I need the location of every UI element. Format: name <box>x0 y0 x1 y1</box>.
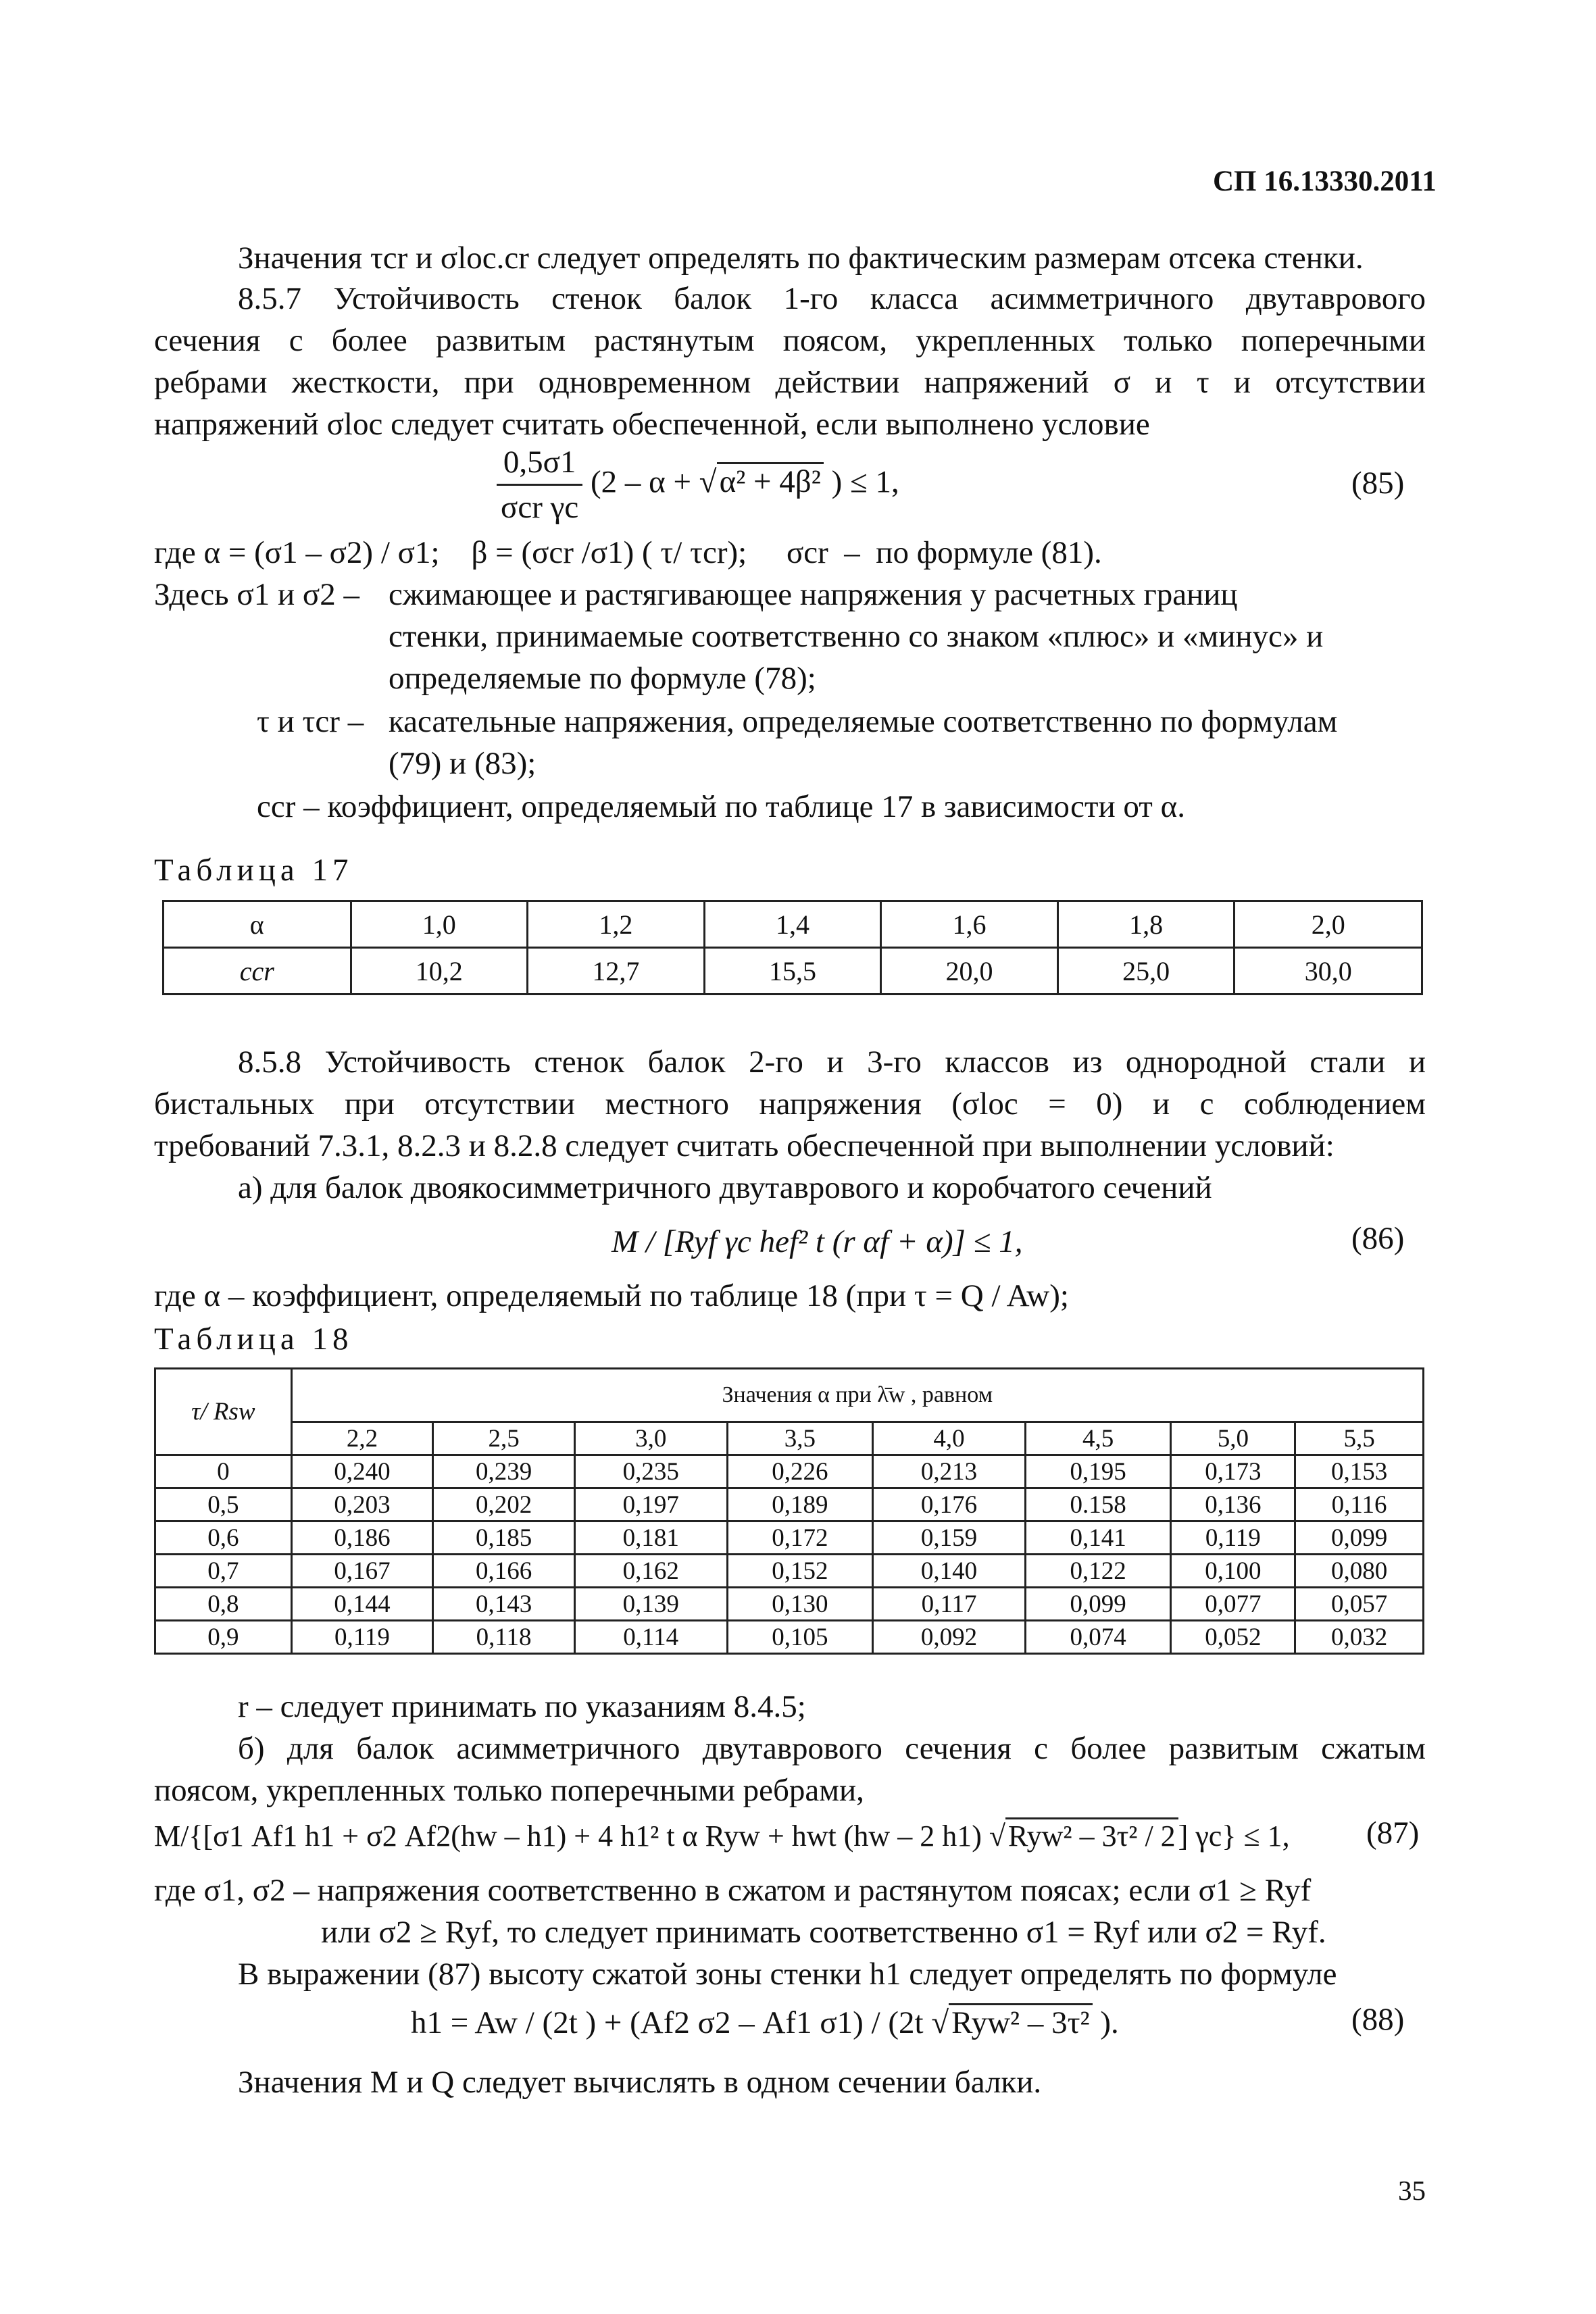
where-line-86: где α – коэффициент, определяемый по таблице 18 (при τ = Q / Aw); <box>154 1278 1069 1313</box>
section-858-line-3: требований 7.3.1, 8.2.3 и 8.2.8 следует считать обеспеченной при выполнении условий: <box>154 1128 1335 1163</box>
table-cell: 0,139 <box>574 1588 727 1621</box>
table-cell: 0,032 <box>1295 1621 1424 1654</box>
formula-88-right: ). <box>1092 2005 1119 2040</box>
table-cell: 0,173 <box>1171 1455 1295 1488</box>
table-cell: 0,240 <box>291 1455 433 1488</box>
r-line: r – следует принимать по указаниям 8.4.5; <box>238 1689 806 1724</box>
table-cell: 0,166 <box>433 1555 575 1588</box>
row-header-ccr: ccr <box>164 948 351 995</box>
formula-88-label: (88) <box>1351 2002 1405 2037</box>
formula-85-left: (2 – α + <box>590 464 699 500</box>
table-cell: 0,119 <box>291 1621 433 1654</box>
table-cell: 0.158 <box>1025 1488 1171 1521</box>
table-cell: 0,122 <box>1025 1555 1171 1588</box>
table-cell: 0,162 <box>574 1555 727 1588</box>
table-cell: 2,0 <box>1235 901 1422 948</box>
table-header-row <box>155 1369 1424 1422</box>
table-cell: 30,0 <box>1235 948 1422 995</box>
table-cell: 20,0 <box>881 948 1058 995</box>
table-row <box>155 1455 1424 1488</box>
table-18 <box>154 1367 1424 1655</box>
table-cell: 0,141 <box>1025 1521 1171 1555</box>
row-header: 0,9 <box>155 1621 292 1654</box>
table-cell: 0,143 <box>433 1588 575 1621</box>
formula-85-sqrt: α² + 4β² <box>717 462 824 499</box>
table-cell: 0,074 <box>1025 1621 1171 1654</box>
formula-87-label: (87) <box>1366 1815 1420 1851</box>
table-cell: 0,152 <box>727 1555 873 1588</box>
row-header: 0,5 <box>155 1488 292 1521</box>
table-cell: 0,203 <box>291 1488 433 1521</box>
section-857-line-4: напряжений σloc следует считать обеспеченной, если выполнено условие <box>154 407 1150 442</box>
table-row <box>155 1555 1424 1588</box>
table-cell: 0,235 <box>574 1455 727 1488</box>
table-cell: 0,153 <box>1295 1455 1424 1488</box>
table-cell: 0,185 <box>433 1521 575 1555</box>
table-cell: 0,130 <box>727 1588 873 1621</box>
table-cell: 0,116 <box>1295 1488 1424 1521</box>
document-code: СП 16.13330.2011 <box>1213 166 1437 197</box>
formula-85-label: (85) <box>1351 466 1405 501</box>
row-header: 0,6 <box>155 1521 292 1555</box>
table-cell: 0,052 <box>1171 1621 1295 1654</box>
table-18-corner: τ/ Rsw <box>155 1369 292 1455</box>
formula-87-right: ] γc} ≤ 1, <box>1178 1819 1290 1853</box>
table-cell: 0,117 <box>873 1588 1026 1621</box>
table-cell: 0,172 <box>727 1521 873 1555</box>
table-cell: 0,189 <box>727 1488 873 1521</box>
table-cell: 0,144 <box>291 1588 433 1621</box>
table-cell: 1,0 <box>351 901 528 948</box>
tau-def-line-2: (79) и (83); <box>389 746 537 781</box>
table-row <box>155 1588 1424 1621</box>
column-header: 4,5 <box>1025 1422 1171 1455</box>
column-header: 2,2 <box>291 1422 433 1455</box>
table-18-group-header: Значения α при λ̄w , равном <box>291 1369 1423 1422</box>
table-cell: 0,100 <box>1171 1555 1295 1588</box>
table-cell: 1,4 <box>704 901 881 948</box>
column-header: 3,0 <box>574 1422 727 1455</box>
where-line-87-2: или σ2 ≥ Ryf, то следует принимать соответственно σ1 = Ryf или σ2 = Ryf. <box>321 1915 1326 1950</box>
where-line-85: где α = (σ1 – σ2) / σ1; β = (σcr /σ1) ( τ/ τcr); σcr – по формуле (81). <box>154 535 1102 570</box>
formula-88-sqrt: Ryw² – 3τ² <box>949 2003 1092 2040</box>
table-row <box>155 1621 1424 1654</box>
column-header: 4,0 <box>873 1422 1026 1455</box>
table-cell: 0,197 <box>574 1488 727 1521</box>
final-line: Значения M и Q следует вычислять в одном сечении балки. <box>238 2065 1042 2100</box>
table-cell: 0,080 <box>1295 1555 1424 1588</box>
table-cell: 1,6 <box>881 901 1058 948</box>
here-def-line-3: определяемые по формуле (78); <box>389 661 816 696</box>
table-cell: 1,2 <box>528 901 705 948</box>
table-cell: 10,2 <box>351 948 528 995</box>
table-cell: 12,7 <box>528 948 705 995</box>
table-cell: 0,195 <box>1025 1455 1171 1488</box>
item-a: а) для балок двоякосимметричного двутаврового и коробчатого сечений <box>238 1170 1212 1205</box>
item-b-line-2: поясом, укрепленных только поперечными ребрами, <box>154 1773 864 1808</box>
column-header: 2,5 <box>433 1422 575 1455</box>
table-row <box>155 1521 1424 1555</box>
table-cell: 0,077 <box>1171 1588 1295 1621</box>
table-row <box>164 901 1422 948</box>
section-857-line-2: сечения с более развитым растянутым поясом, укрепленных только поперечными <box>154 323 1426 358</box>
table-cell: 0,181 <box>574 1521 727 1555</box>
formula-86-label: (86) <box>1351 1221 1405 1256</box>
table-cell: 0,226 <box>727 1455 873 1488</box>
table-cell: 0,119 <box>1171 1521 1295 1555</box>
here-def-line-1: сжимающее и растягивающее напряжения у расчетных границ <box>389 577 1238 612</box>
formula-85-fraction <box>497 441 582 529</box>
table-cell: 0,167 <box>291 1555 433 1588</box>
tau-def-line-1: касательные напряжения, определяемые соответственно по формулам <box>389 704 1338 739</box>
table-cell: 25,0 <box>1057 948 1235 995</box>
where-line-87-1: где σ1, σ2 – напряжения соответственно в сжатом и растянутом поясах; если σ1 ≥ Ryf <box>154 1873 1312 1908</box>
formula-85-denominator: σcr γc <box>501 490 579 525</box>
row-header: 0,8 <box>155 1588 292 1621</box>
table-cell: 0,099 <box>1025 1588 1171 1621</box>
section-858-line-1: 8.5.8 Устойчивость стенок балок 2-го и 3-го классов из однородной стали и <box>238 1045 1426 1080</box>
page-number: 35 <box>1398 2175 1426 2206</box>
column-header: 5,5 <box>1295 1422 1424 1455</box>
formula-85-right: ) ≤ 1, <box>823 464 899 500</box>
values-intro-line: Значения τcr и σloc.cr следует определять по фактическим размерам отсека стенки. <box>238 241 1364 276</box>
here-def-line-2: стенки, принимаемые соответственно со знаком «плюс» и «минус» и <box>389 619 1324 654</box>
formula-85-numerator: 0,5σ1 <box>497 441 582 486</box>
table-cell: 0,186 <box>291 1521 433 1555</box>
table-17 <box>162 900 1423 995</box>
column-header: 3,5 <box>727 1422 873 1455</box>
table-row <box>164 948 1422 995</box>
table-cell: 0,118 <box>433 1621 575 1654</box>
item-b-line-1: б) для балок асимметричного двутаврового сечения с более развитым сжатым <box>238 1731 1426 1766</box>
table-17-caption: Таблица 17 <box>154 853 353 888</box>
row-header: 0 <box>155 1455 292 1488</box>
table-cell: 0,140 <box>873 1555 1026 1588</box>
table-18-caption: Таблица 18 <box>154 1322 353 1357</box>
formula-86: M / [Ryf γc hef² t (r αf + α)] ≤ 1, <box>612 1224 1023 1259</box>
table-cell: 0,105 <box>727 1621 873 1654</box>
here-term: Здесь σ1 и σ2 – <box>154 577 359 612</box>
section-857-line-1: 8.5.7 Устойчивость стенок балок 1-го класса асимметричного двутаврового <box>238 281 1426 316</box>
formula-87-sqrt: Ryw² – 3τ² / 2 <box>1005 1817 1178 1853</box>
table-cell: 0,099 <box>1295 1521 1424 1555</box>
table-cell: 0,092 <box>873 1621 1026 1654</box>
table-cell: 1,8 <box>1057 901 1235 948</box>
table-cell: 0,176 <box>873 1488 1026 1521</box>
table-cell: 0,202 <box>433 1488 575 1521</box>
formula-85: $\frac{0,5\sigma 1}{\text{σcr γc}}$ (2 – α + √α² + 4β² ) ≤ 1, <box>497 441 899 529</box>
tau-term: τ и τcr – <box>257 704 364 739</box>
formula-88: h1 = Aw / (2t ) + (Af2 σ2 – Af1 σ1) / (2t √Ryw² – 3τ² ). <box>411 2001 1119 2044</box>
row-header-alpha: α <box>164 901 351 948</box>
table-cell: 15,5 <box>704 948 881 995</box>
table-row <box>155 1488 1424 1521</box>
column-header: 5,0 <box>1171 1422 1295 1455</box>
table-cell: 0,159 <box>873 1521 1026 1555</box>
formula-87-left: M/{[σ1 Af1 h1 + σ2 Af2(hw – h1) + 4 h1² t α Ryw + hwt (hw – 2 h1) <box>154 1819 989 1853</box>
table-cell: 0,239 <box>433 1455 575 1488</box>
row-header: 0,7 <box>155 1555 292 1588</box>
section-857-line-3: ребрами жесткости, при одновременном действии напряжений σ и τ и отсутствии <box>154 365 1426 400</box>
expr-87-line: В выражении (87) высоту сжатой зоны стенки h1 следует определять по формуле <box>238 1957 1337 1992</box>
table-cell: 0,057 <box>1295 1588 1424 1621</box>
table-cell: 0,213 <box>873 1455 1026 1488</box>
formula-88-left: h1 = Aw / (2t ) + (Af2 σ2 – Af1 σ1) / (2t <box>411 2005 932 2040</box>
ccr-line: ccr – коэффициент, определяемый по таблице 17 в зависимости от α. <box>257 789 1185 824</box>
table-cell: 0,114 <box>574 1621 727 1654</box>
table-header-row <box>155 1422 1424 1455</box>
section-858-line-2: бистальных при отсутствии местного напряжения (σloc = 0) и с соблюдением <box>154 1086 1426 1122</box>
formula-87: M/{[σ1 Af1 h1 + σ2 Af2(hw – h1) + 4 h1² t α Ryw + hwt (hw – 2 h1) √Ryw² – 3τ² / 2] γc} ≤ 1, <box>154 1815 1290 1858</box>
table-cell: 0,136 <box>1171 1488 1295 1521</box>
